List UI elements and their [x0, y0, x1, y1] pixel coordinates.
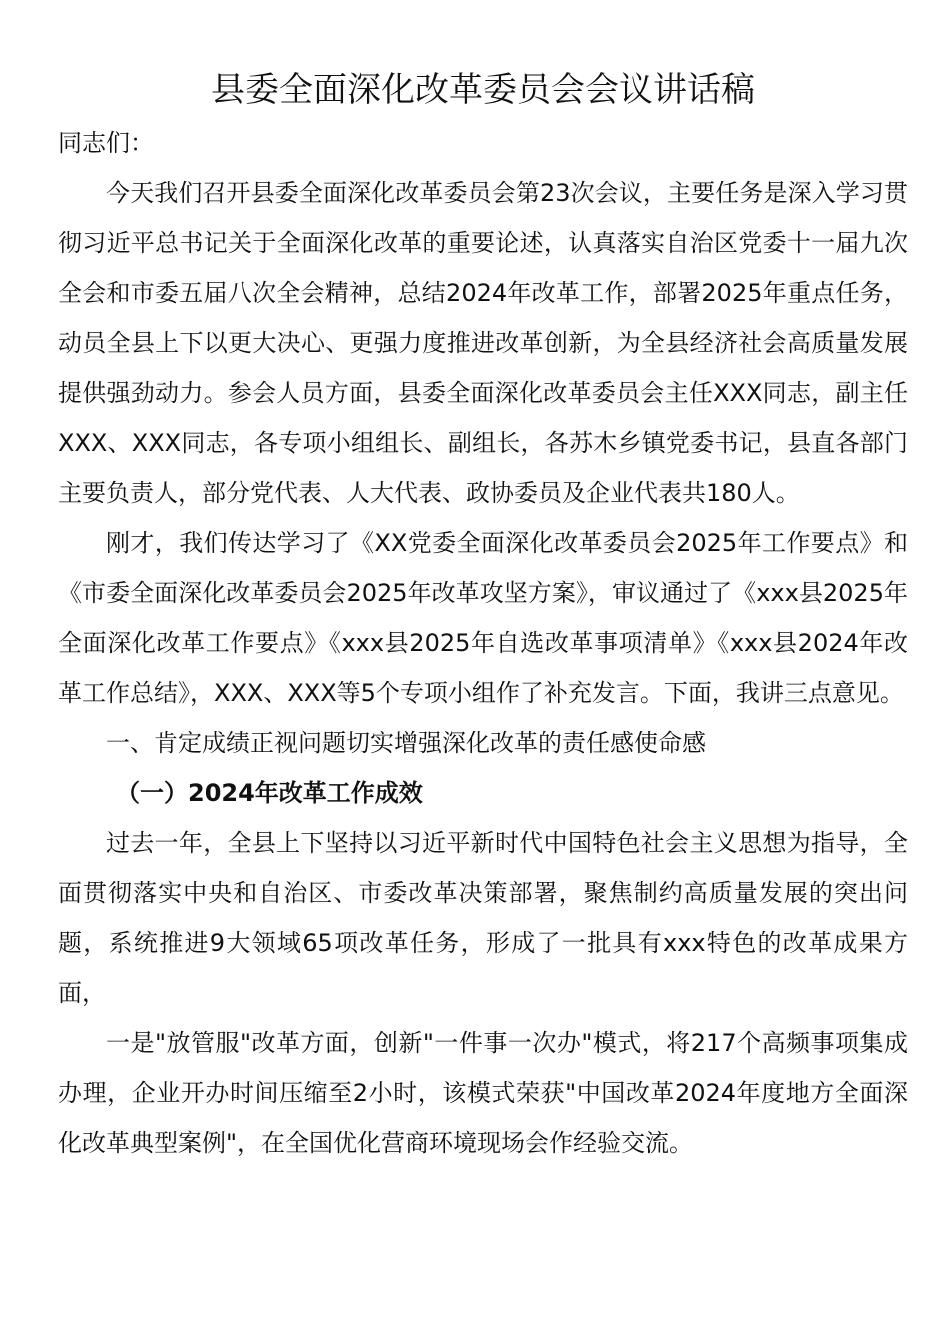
document-title: 县委全面深化改革委员会会议讲话稿: [211, 70, 755, 110]
section-heading-1: 一、肯定成绩正视问题切实增强深化改革的责任感使命感: [106, 729, 706, 757]
document-page: [58, 62, 908, 1168]
salutation: 同志们：: [58, 129, 154, 157]
paragraph-opening: 今天我们召开县委全面深化改革委员会第23次会议，主要任务是深入学习贯彻习近平总书记关于全面深化改革的重要论述，认真落实自治区党委十一届九次全会和市委五届八次全会精神，总结2024年改革工作，部署2025年重点任务，动员全县上下以更大决心、更强力度推进改革创新，为全县经济社会高质量发展提供强劲动力。参会人员方面，县委全面深化改革委员会主任XXX同志，副主任XXX、XXX同志，各专项小组组长、副组长，各苏木乡镇党委书记，县直各部门主要负责人，部分党代表、人大代表、政协委员及企业代表共180人。: [58, 179, 908, 507]
paragraph-review: 刚才，我们传达学习了《XX党委全面深化改革委员会2025年工作要点》和《市委全面深化改革委员会2025年改革攻坚方案》，审议通过了《xxx县2025年全面深化改革工作要点》《xxx县2025年自选改革事项清单》《xxx县2024年改革工作总结》，XXX、XXX等5个专项小组作了补充发言。下面，我讲三点意见。: [58, 529, 908, 707]
paragraph-achievements: 过去一年，全县上下坚持以习近平新时代中国特色社会主义思想为指导，全面贯彻落实中央和自治区、市委改革决策部署，聚焦制约高质量发展的突出问题，系统推进9大领域65项改革任务，形成了一批具有xxx特色的改革成果方面，: [58, 829, 908, 1007]
subsection-heading-1: （一）2024年改革工作成效: [116, 779, 423, 807]
paragraph-reform-item-1: 一是"放管服"改革方面，创新"一件事一次办"模式，将217个高频事项集成办理，企业开办时间压缩至2小时，该模式荣获"中国改革2024年度地方全面深化改革典型案例"，在全国优化营商环境现场会作经验交流。: [58, 1029, 908, 1157]
